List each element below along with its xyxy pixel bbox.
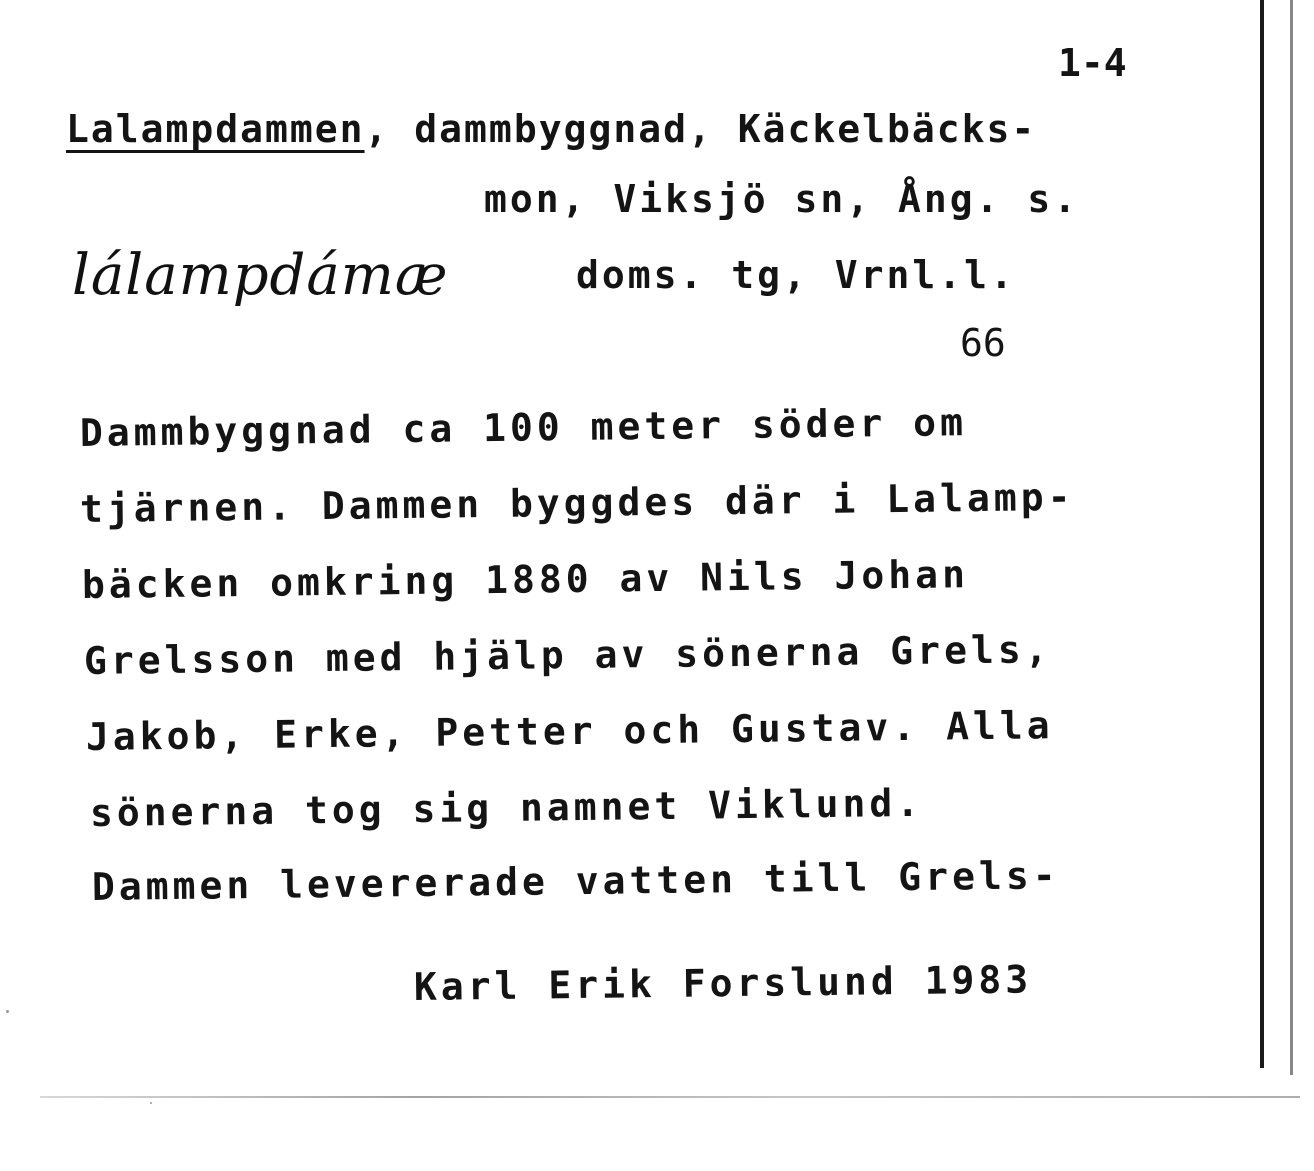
body-line: Jakob, Erke, Petter och Gustav. Alla (85, 703, 1054, 759)
card-right-shadow (1290, 0, 1293, 1075)
handwritten-pronunciation: lálampdámæ (72, 243, 449, 308)
card-right-edge (1260, 0, 1264, 1068)
card-number: 1-4 (1058, 41, 1127, 85)
card-bottom-edge (40, 1096, 1300, 1098)
header-line-2: mon, Viksjö sn, Ång. s. (484, 177, 1080, 221)
header-line-1 (66, 107, 1037, 151)
signature: Karl Erik Forslund 1983 (413, 957, 1033, 1009)
body-line: sönerna tog sig namnet Viklund. (89, 780, 924, 835)
body-line: Dammen levererade vatten till Grels- (91, 853, 1060, 909)
scan-speck (150, 1102, 152, 1104)
body-line: tjärnen. Dammen byggdes där i Lalamp- (79, 474, 1075, 531)
header-line-3: doms. tg, Vrnl.l. (576, 253, 1016, 297)
scan-speck (6, 1010, 9, 1013)
body-line: bäcken omkring 1880 av Nils Johan (81, 552, 970, 607)
header-line-1-rest: , dammbyggnad, Käckelbäcks- (364, 107, 1037, 151)
body-line: Grelsson med hjälp av sönerna Grels, (83, 627, 1052, 683)
page-reference: 66 (960, 321, 1006, 365)
headword: Lalampdammen (66, 107, 365, 151)
body-line: Dammbyggnad ca 100 meter söder om (79, 400, 968, 455)
